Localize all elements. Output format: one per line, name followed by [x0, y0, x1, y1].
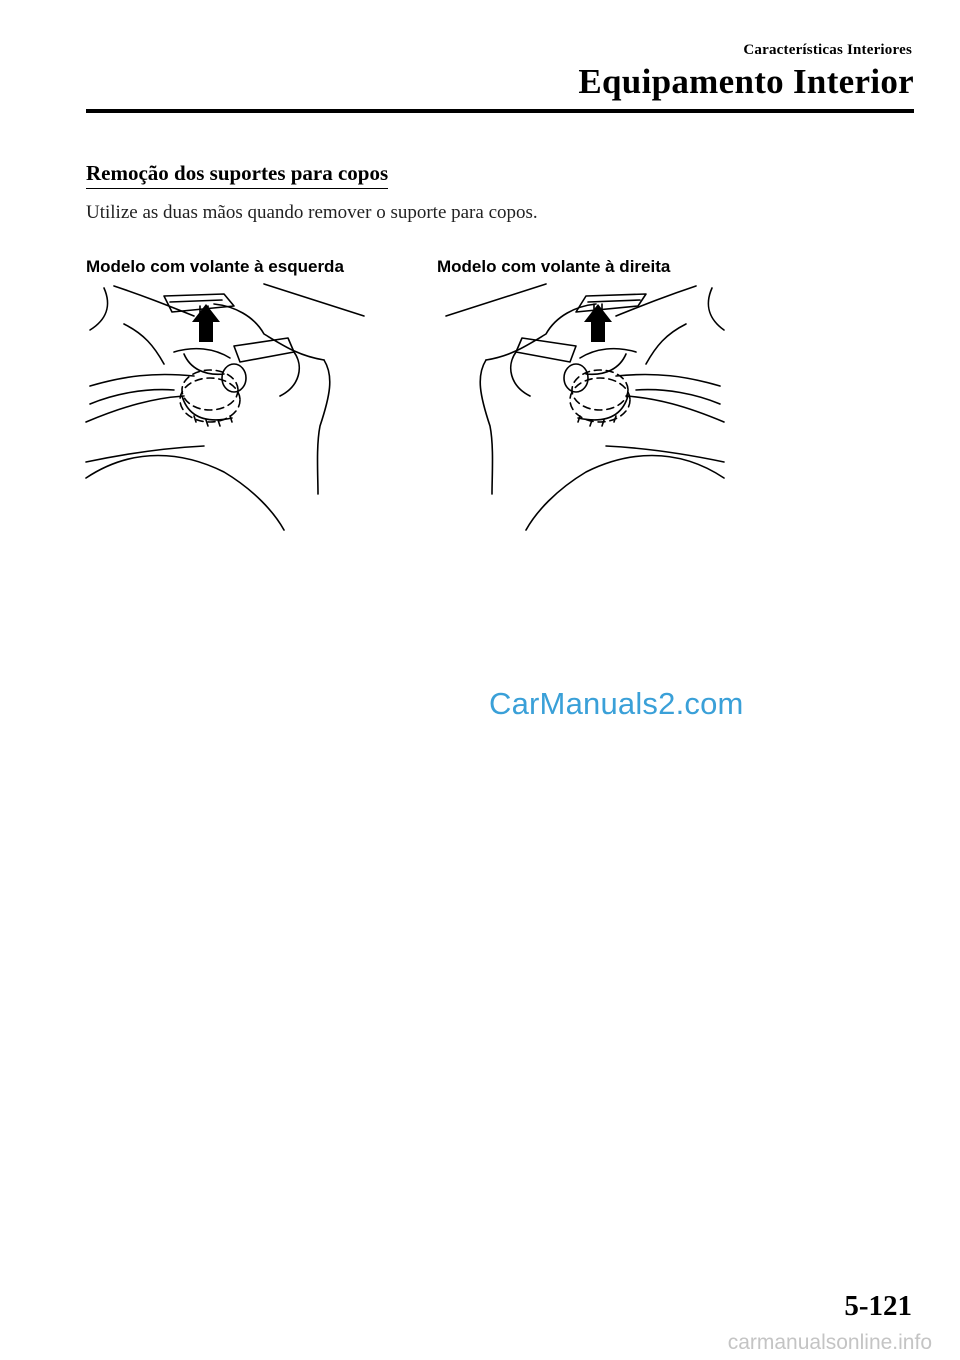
- cup-holder-removal-illustration-right: [426, 276, 726, 538]
- watermark-logo: CarManuals2.com: [489, 686, 744, 721]
- footer-watermark: carmanualsonline.info: [727, 1331, 932, 1354]
- header-rule: [86, 109, 914, 113]
- cup-holder-removal-illustration-left: [84, 276, 384, 538]
- figure-caption-left: Modelo com volante à esquerda: [86, 257, 344, 276]
- section-title: Equipamento Interior: [578, 62, 914, 101]
- subsection-heading: Remoção dos suportes para copos: [86, 161, 388, 189]
- chapter-title: Características Interiores: [743, 42, 912, 58]
- instruction-text: Utilize as duas mãos quando remover o suporte para copos.: [86, 202, 538, 223]
- page-number: 5-121: [844, 1290, 912, 1322]
- figure-caption-right: Modelo com volante à direita: [437, 257, 671, 276]
